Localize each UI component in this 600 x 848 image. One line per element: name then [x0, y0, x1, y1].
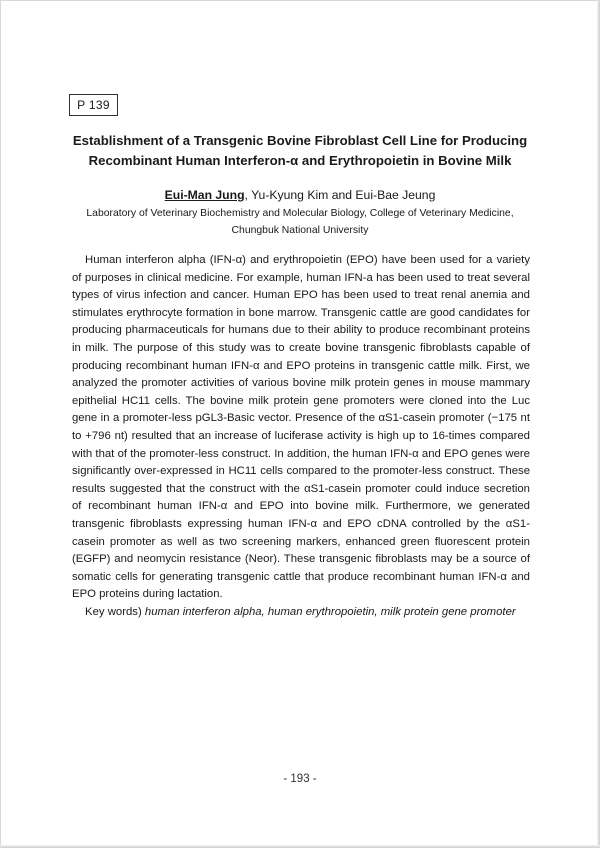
- author-list: [40, 187, 560, 203]
- keywords-text: human interferon alpha, human erythropoietin, milk protein gene promoter: [144, 606, 516, 618]
- affiliation-line-2: Chungbuk National University: [231, 224, 369, 236]
- presenting-author: Eui-Man Jung: [164, 188, 245, 202]
- abstract-body: Human interferon alpha (IFN-α) and erythropoietin (EPO) have been used for a variety of purposes in clinical medicine. For example, human IFN-a has been used to treat several types of virus infection and cancer. Human EPO has been used to treat renal anemia and stimulates erythrocyte formation in bone marrow. Transgenic cattle are good candidates for producing pharmaceuticals for humans due to their ability to produce recombinant proteins in milk. The purpose of this study was to create bovine transgenic fibroblasts capable of producing recombinant human IFN-α and EPO proteins in transgenic cattle milk. First, we analyzed the promoter activities of various bovine milk protein genes in mouse mammary epithelial HC11 cells. The bovine milk protein gene promoters were cloned into the Luc gene in a promoter-less pGL3-Basic vector. Presence of the αS1-casein promoter (−175 nt to +796 nt) resulted that an increase of luciferase activity is high up to 16-times compared with that of the promoter-less construct. In addition, the human IFN-α and EPO genes were significantly over-expressed in HC11 cells compared to the promoter-less construct. These results suggested that the construct with the αS1-casein promoter could induce secretion of recombinant human IFN-α and EPO into bovine milk. Furthermore, we generated transgenic fibroblasts expressing human IFN-α and EPO cDNA controlled by the αS1-casein promoter as well as two screening markers, enhanced green fluorescent protein (EGFP) and neomycin resistance (Neor). These transgenic fibroblasts may be a source of somatic cells for generating transgenic cattle that produce recombinant human IFN-α and EPO proteins during lactation.: [72, 254, 530, 601]
- page-number: - 193 -: [283, 773, 317, 785]
- co-authors: , Yu-Kyung Kim and Eui-Bae Jeung: [244, 188, 436, 202]
- title-line-2: Recombinant Human Interferon-α and Erythropoietin in Bovine Milk: [88, 152, 512, 168]
- keywords: [85, 604, 555, 621]
- poster-id-box: P 139: [69, 94, 118, 116]
- title-line-1: Establishment of a Transgenic Bovine Fibroblast Cell Line for Producing: [72, 133, 528, 148]
- affiliation-line-1: Laboratory of Veterinary Biochemistry and Molecular Biology, College of Veterinary Medicine,: [86, 208, 514, 219]
- affiliation: [40, 206, 560, 239]
- paper-title: [40, 131, 560, 170]
- keywords-label: Key words): [85, 606, 145, 618]
